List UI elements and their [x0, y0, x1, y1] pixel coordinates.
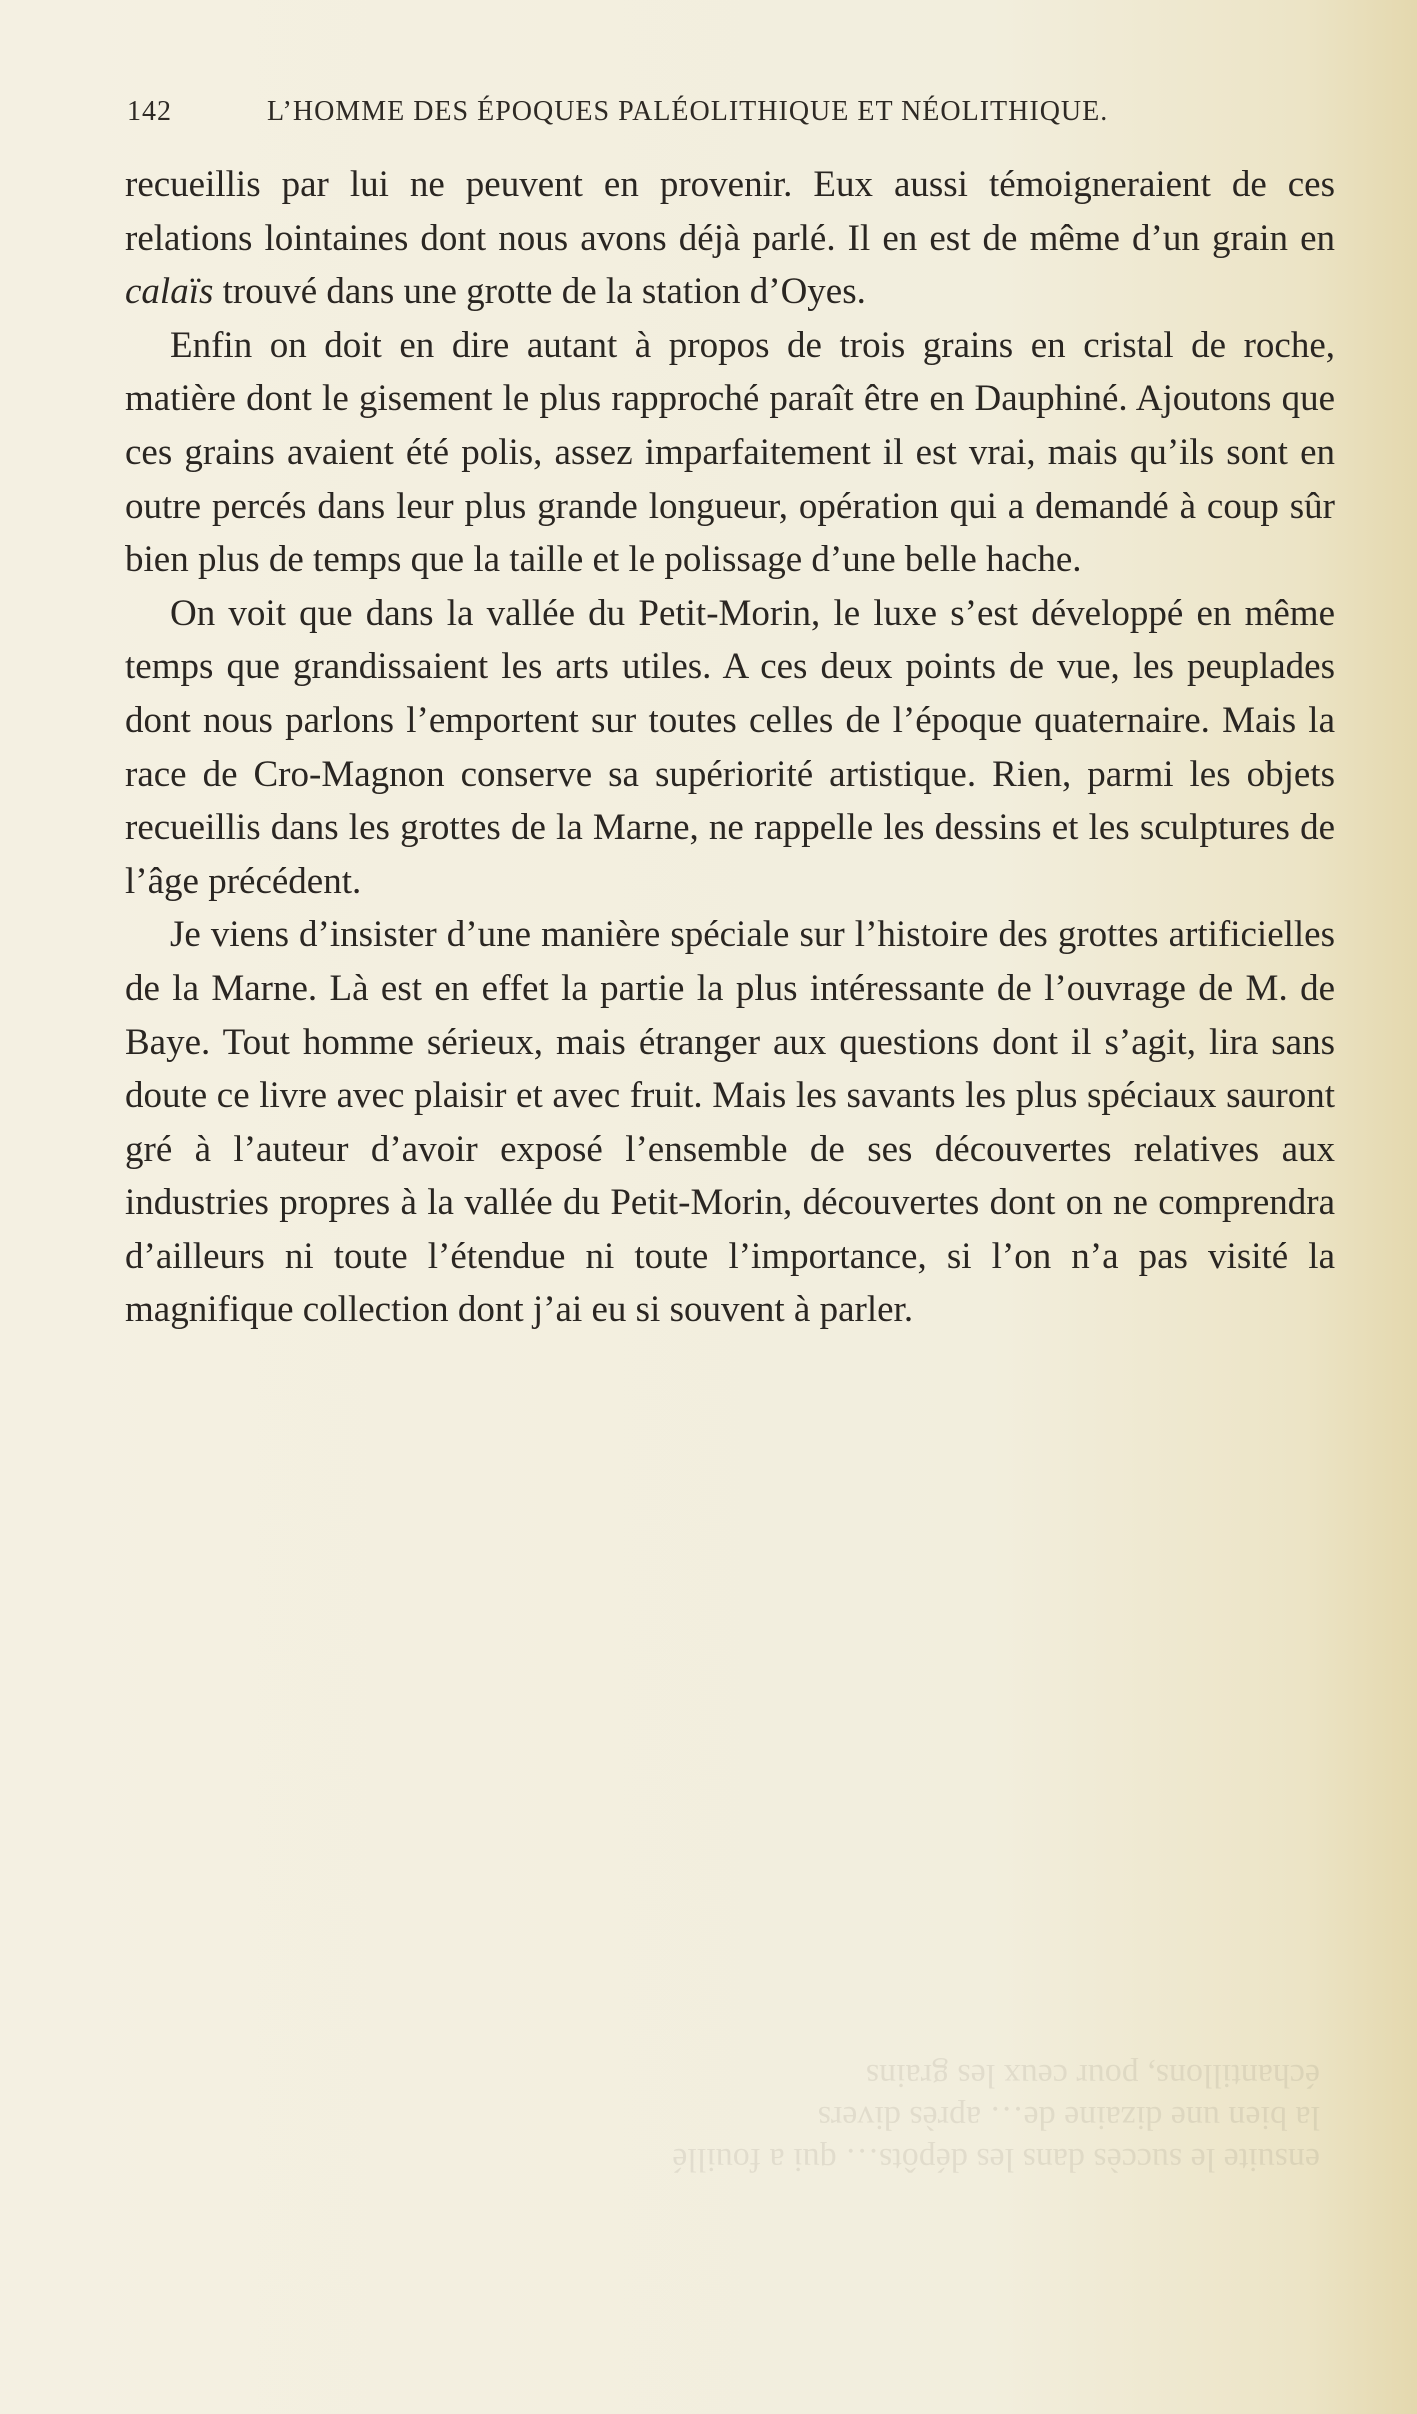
paragraph-1-text-before: recueillis par lui ne peuvent en provenir. Eux aussi témoigneraient de ces relations lointaines dont nous avons déjà parlé. Il en est de même d’un grain en — [125, 164, 1335, 259]
paragraph-2: Enfin on doit en dire autant à propos de trois grains en cristal de roche, matière dont le gisement le plus rapproché paraît être en Dauphiné. Ajoutons que ces grains avaient été polis, assez imparfaitement il est vrai, mais qu’ils sont en outre percés dans leur plus grande longueur, opération qui a demandé à coup sûr bien plus de temps que la taille et le polissage d’une belle hache. — [125, 324, 1335, 581]
show-through-text: ensuite le succès dans les dépôts… qui a fouillé la bien une dizaine de… après divers échantillons, pour ceux les grains — [672, 2057, 1320, 2178]
running-title: L’HOMME DES ÉPOQUES PALÉOLITHIQUE ET NÉOLITHIQUE. — [267, 96, 1109, 127]
paragraph-1 — [125, 158, 1335, 319]
body-text — [125, 158, 1335, 1337]
paragraph-1-italic-term: calaïs — [125, 271, 214, 313]
paragraph-3: On voit que dans la vallée du Petit-Morin, le luxe s’est développé en même temps que grandissaient les arts utiles. A ces deux points de vue, les peuplades dont nous parlons l’emportent sur toutes celles de l’époque quaternaire. Mais la race de Cro-Magnon conserve sa supériorité artistique. Rien, parmi les objets recueillis dans les grottes de la Marne, ne rappelle les dessins et les sculptures de l’âge précédent. — [125, 592, 1335, 902]
running-head — [127, 96, 1327, 136]
page-number: 142 — [127, 96, 172, 127]
paragraph-4: Je viens d’insister d’une manière spéciale sur l’histoire des grottes artificielles de la Marne. Là est en effet la partie la plus intéressante de l’ouvrage de M. de Baye. Tout homme sérieux, mais étranger aux questions dont il s’agit, lira sans doute ce livre avec plaisir et avec fruit. Mais les savants les plus spéciaux sauront gré à l’auteur d’avoir exposé l’ensemble de ses découvertes relatives aux industries propres à la vallée du Petit-Morin, découvertes dont on ne comprendra d’ailleurs ni toute l’étendue ni toute l’importance, si l’on n’a pas visité la magnifique collection dont j’ai eu si souvent à parler. — [125, 914, 1335, 1331]
paragraph-1-text-after: trouvé dans une grotte de la station d’Oyes. — [213, 271, 866, 313]
